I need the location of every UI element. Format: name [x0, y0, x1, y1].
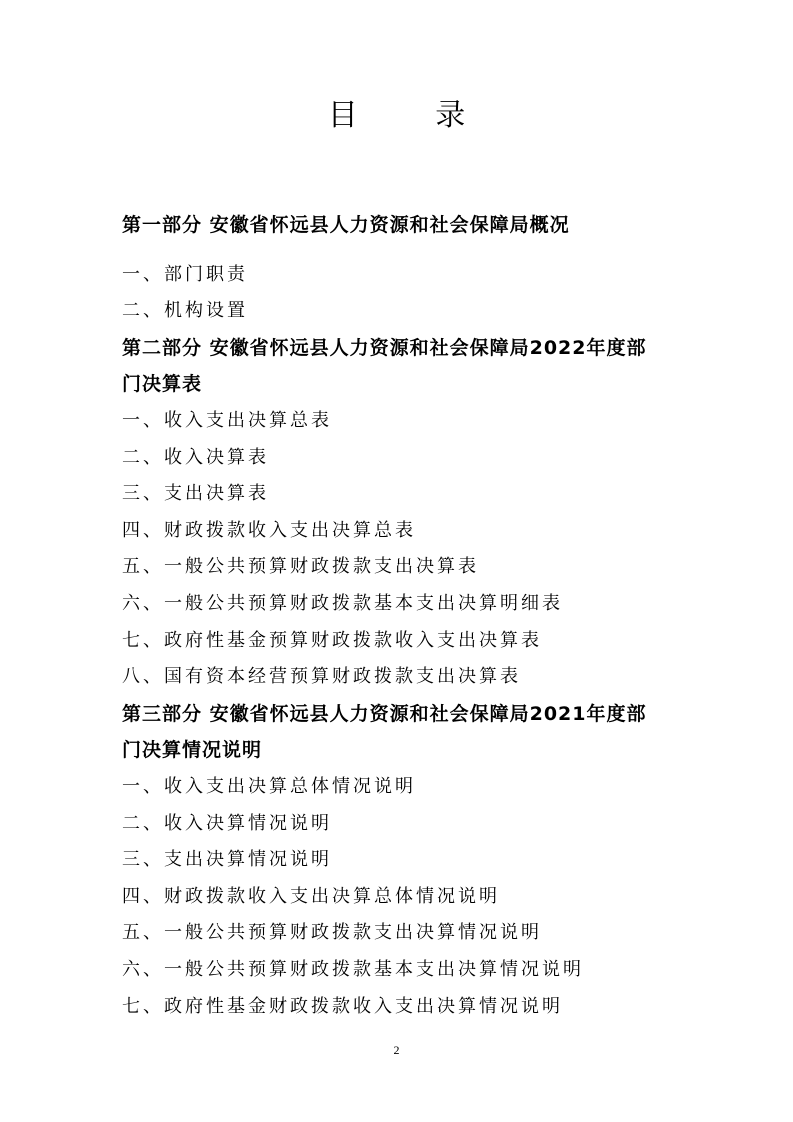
part1-heading: 第一部分 安徽省怀远县人力资源和社会保障局概况 [122, 214, 570, 236]
toc-item: 三、支出决算表 [122, 483, 269, 504]
toc-item: 七、政府性基金财政拨款收入支出决算情况说明 [122, 996, 563, 1017]
toc-item: 一、收入支出决算总体情况说明 [122, 776, 416, 797]
part2-heading-line1: 第二部分 安徽省怀远县人力资源和社会保障局2022年度部 [122, 337, 647, 359]
toc-item: 一、收入支出决算总表 [122, 410, 332, 431]
toc-item: 六、一般公共预算财政拨款基本支出决算明细表 [122, 593, 563, 614]
toc-item: 四、财政拨款收入支出决算总表 [122, 520, 416, 541]
toc-item: 七、政府性基金预算财政拨款收入支出决算表 [122, 630, 542, 651]
part3-heading-line2: 门决算情况说明 [122, 739, 263, 761]
part3-heading-line1: 第三部分 安徽省怀远县人力资源和社会保障局2021年度部 [122, 703, 647, 725]
toc-title: 目 录 [327, 98, 500, 133]
toc-item: 六、一般公共预算财政拨款基本支出决算情况说明 [122, 959, 584, 980]
toc-item: 三、支出决算情况说明 [122, 849, 332, 870]
toc-item: 八、国有资本经营预算财政拨款支出决算表 [122, 666, 521, 687]
toc-item: 一、部门职责 [122, 264, 248, 285]
toc-item: 二、机构设置 [122, 300, 248, 321]
page-number: 2 [393, 1043, 400, 1057]
toc-item: 五、一般公共预算财政拨款支出决算情况说明 [122, 922, 542, 943]
toc-item: 二、收入决算情况说明 [122, 813, 332, 834]
toc-item: 四、财政拨款收入支出决算总体情况说明 [122, 886, 500, 907]
toc-item: 二、收入决算表 [122, 447, 269, 468]
toc-item: 五、一般公共预算财政拨款支出决算表 [122, 556, 479, 577]
part2-heading-line2: 门决算表 [122, 373, 203, 395]
